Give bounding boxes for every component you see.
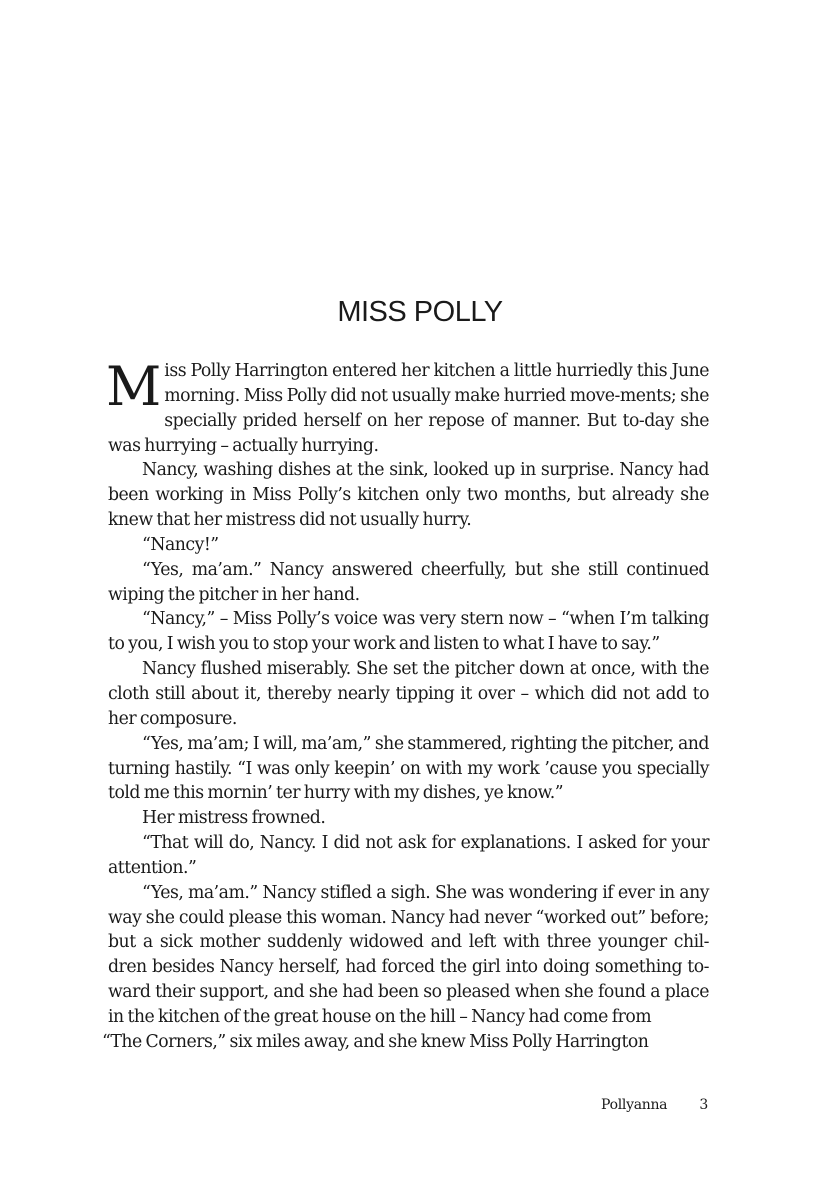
paragraph-text: iss Polly Harrington entered her kitchen a little hurriedly this June morning. Miss Polly did not usually make hurried move-ments; she specially prided herself on her repose of manner. But to-day she was hurrying – actually hurrying. <box>108 361 709 456</box>
paragraph: “The Corners,” six miles away, and she knew Miss Polly Harrington <box>102 1031 649 1052</box>
chapter-title: MISS POLLY <box>337 296 503 328</box>
paragraph: “Yes, ma’am; I will, ma’am,” she stammered, righting the pitcher, and turning hastily. “I was only keepin’ on with my work ’cause you specially told me this mornin’ ter hurry with my dishes, ye know.” <box>108 733 709 804</box>
drop-cap: M <box>106 355 162 418</box>
paragraph <box>106 355 709 458</box>
paragraph: “That will do, Nancy. I did not ask for explanations. I asked for your attention.” <box>108 833 709 878</box>
page-number: 3 <box>699 1097 708 1113</box>
running-title: Pollyanna <box>601 1097 668 1113</box>
paragraph: “Yes, ma’am.” Nancy stifled a sigh. She was wondering if ever in any way she could please this woman. Nancy had never “worked out” before; but a sick mother suddenly widowed and left with three younger chil-dren besides Nancy herself, had forced the girl into doing something to-ward their support, and she had been so pleased when she found a place in the kitchen of the great house on the hill – Nancy had come from <box>108 882 709 1027</box>
paragraph: “Nancy!” <box>142 534 219 555</box>
paragraph: Nancy flushed miserably. She set the pitcher down at once, with the cloth still about it, thereby nearly tipping it over – which did not add to her composure. <box>108 659 709 729</box>
chapter-body <box>102 355 709 1055</box>
paragraph: “Nancy,” – Miss Polly’s voice was very stern now – “when I’m talking to you, I wish you to stop your work and listen to what I have to say.” <box>108 609 709 655</box>
paragraph: Nancy, washing dishes at the sink, looked up in surprise. Nancy had been working in Miss Polly’s kitchen only two months, but already she knew that her mistress did not usually hurry. <box>108 460 709 531</box>
page-footer <box>601 1097 708 1113</box>
paragraph: Her mistress frowned. <box>142 808 326 829</box>
paragraph: “Yes, ma’am.” Nancy answered cheerfully, but she still continued wiping the pitcher in her hand. <box>108 559 709 605</box>
